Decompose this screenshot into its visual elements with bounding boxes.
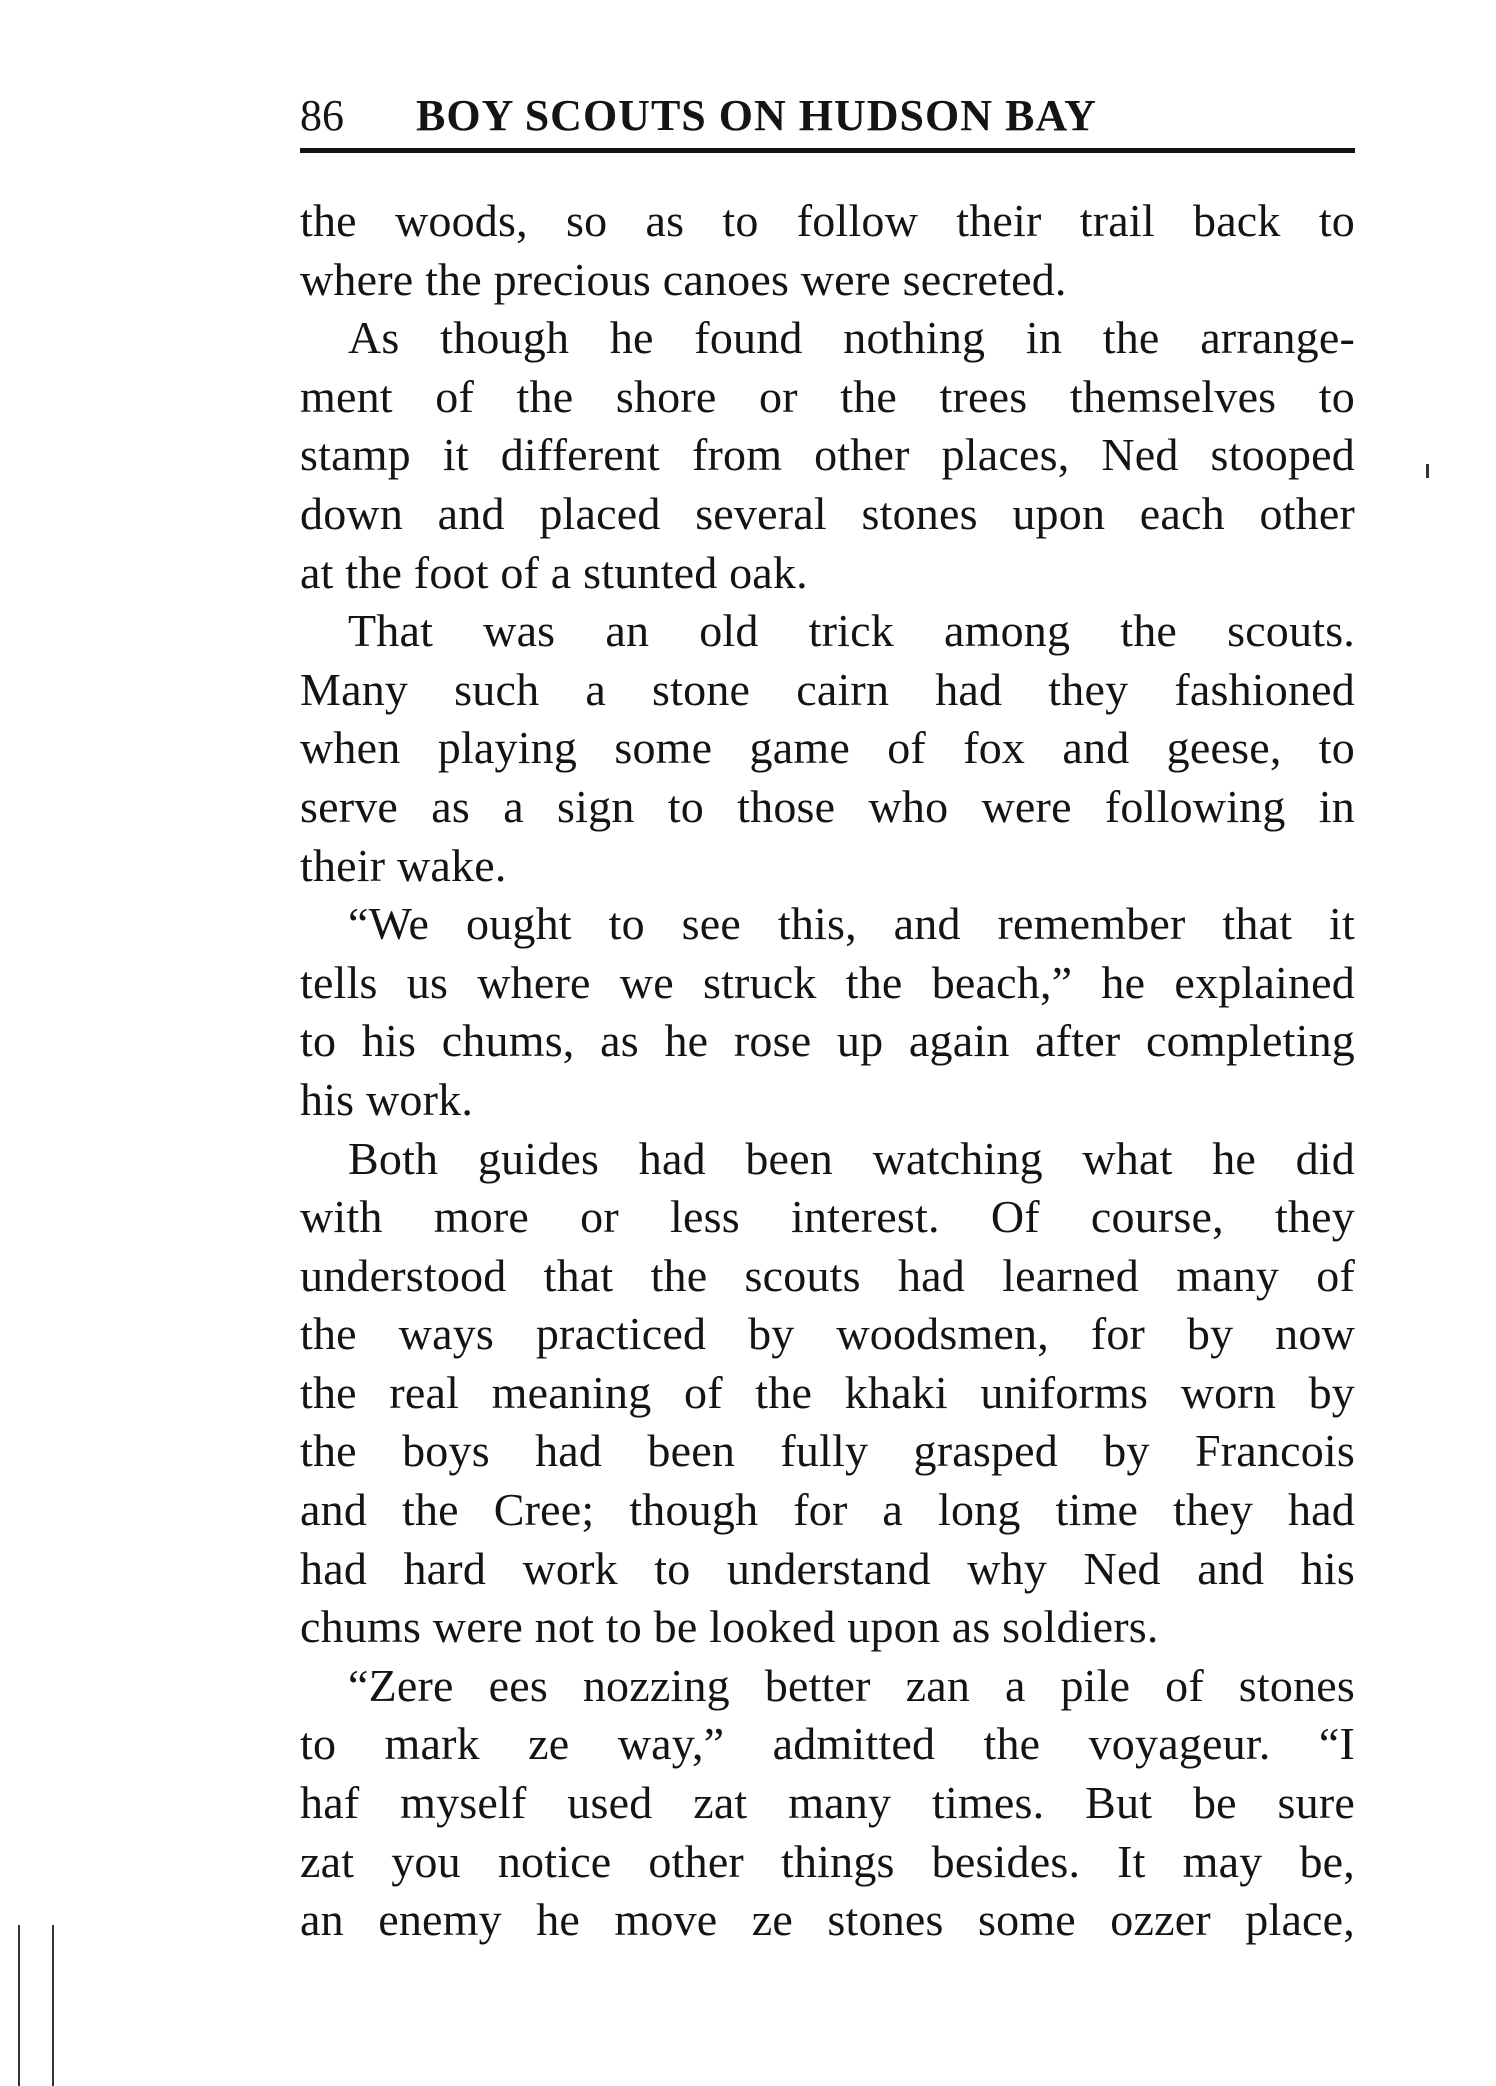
text-line: As though he found nothing in the arrange- — [348, 312, 1355, 364]
text-line: stamp it different from other places, Ned stooped — [300, 429, 1355, 481]
body-text — [300, 192, 1355, 1950]
text-line: the real meaning of the khaki uniforms worn by — [300, 1366, 1355, 1418]
text-line: Many such a stone cairn had they fashioned — [300, 663, 1355, 715]
text-line: Both guides had been watching what he did — [348, 1132, 1355, 1184]
text-line: zat you notice other things besides. It may be, — [300, 1835, 1355, 1887]
text-line: serve as a sign to those who were following in — [300, 780, 1355, 832]
text-line: the woods, so as to follow their trail back to — [300, 195, 1355, 246]
margin-mark — [1426, 464, 1429, 478]
text-line: had hard work to understand why Ned and his — [300, 1542, 1355, 1594]
text-line: an enemy he move ze stones some ozzer place, — [300, 1894, 1355, 1946]
text-line: when playing some game of fox and geese, to — [300, 722, 1355, 774]
page-number: 86 — [300, 91, 344, 140]
text-line: at the foot of a stunted oak. — [300, 546, 808, 598]
text-line: ment of the shore or the trees themselves to — [300, 370, 1355, 422]
text-line: That was an old trick among the scouts. — [348, 605, 1355, 657]
text-line: down and placed several stones upon each other — [300, 487, 1355, 539]
text-line: the ways practiced by woodsmen, for by now — [300, 1308, 1355, 1360]
text-line: “Zere ees nozzing better zan a pile of stones — [348, 1659, 1355, 1711]
running-header — [300, 88, 1355, 153]
text-line: to his chums, as he rose up again after completing — [300, 1015, 1355, 1067]
text-line: to mark ze way,” admitted the voyageur. “I — [300, 1718, 1355, 1770]
text-line: haf myself used zat many times. But be sure — [300, 1777, 1355, 1829]
text-line: tells us where we struck the beach,” he explained — [300, 956, 1355, 1008]
text-line: “We ought to see this, and remember that it — [348, 898, 1355, 950]
text-line: their wake. — [300, 839, 507, 891]
text-line: the boys had been fully grasped by Francois — [300, 1425, 1355, 1477]
text-line: his work. — [300, 1073, 474, 1125]
text-line: where the precious canoes were secreted. — [300, 253, 1067, 305]
text-line: and the Cree; though for a long time they had — [300, 1484, 1355, 1536]
text-line: understood that the scouts had learned many of — [300, 1249, 1355, 1301]
text-line: with more or less interest. Of course, they — [300, 1191, 1355, 1243]
text-line: chums were not to be looked upon as soldiers. — [300, 1601, 1159, 1653]
binding-edge-lines — [18, 1925, 54, 2086]
running-title: BOY SCOUTS ON HUDSON BAY — [416, 91, 1097, 140]
